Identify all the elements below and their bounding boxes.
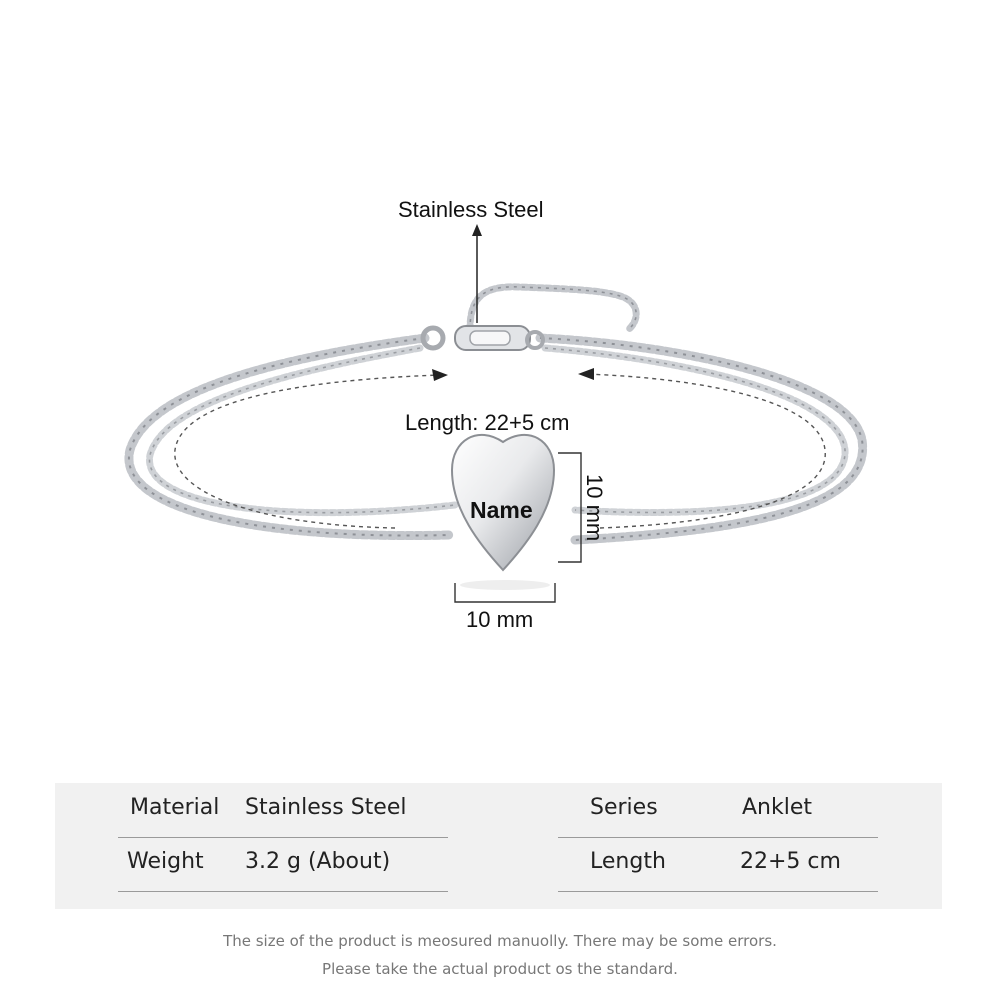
spec-value: 3.2 g (About) bbox=[245, 849, 391, 874]
spec-value: 22+5 cm bbox=[740, 849, 841, 874]
spec-label: Material bbox=[130, 795, 220, 820]
height-callout-label: 10 mm bbox=[582, 474, 607, 542]
spec-value: Anklet bbox=[742, 795, 813, 820]
spec-value: Stainless Steel bbox=[245, 795, 407, 820]
spec-row-material bbox=[118, 783, 448, 838]
measurement-disclaimer bbox=[0, 927, 1000, 983]
lobster-clasp bbox=[423, 326, 543, 350]
arrow-right-head bbox=[578, 368, 594, 380]
disclaimer-line-1: The size of the product is meosured manuolly. There may be some errors. bbox=[223, 932, 777, 950]
length-callout-label: Length: 22+5 cm bbox=[405, 410, 570, 435]
material-callout-label: Stainless Steel bbox=[398, 197, 544, 222]
spec-label: Series bbox=[590, 795, 658, 820]
spec-label: Length bbox=[590, 849, 666, 874]
material-pointer-arrowhead bbox=[472, 224, 482, 236]
arrow-left-head bbox=[432, 369, 448, 381]
spec-row-length bbox=[558, 837, 878, 892]
engraving-label: Name bbox=[470, 497, 533, 523]
disclaimer-line-2: Please take the actual product os the standard. bbox=[322, 960, 678, 978]
spec-panel bbox=[55, 783, 942, 909]
width-callout-label: 10 mm bbox=[466, 607, 534, 632]
spec-row-weight bbox=[118, 837, 448, 892]
spec-row-series bbox=[558, 783, 878, 838]
spec-label: Weight bbox=[127, 849, 204, 874]
